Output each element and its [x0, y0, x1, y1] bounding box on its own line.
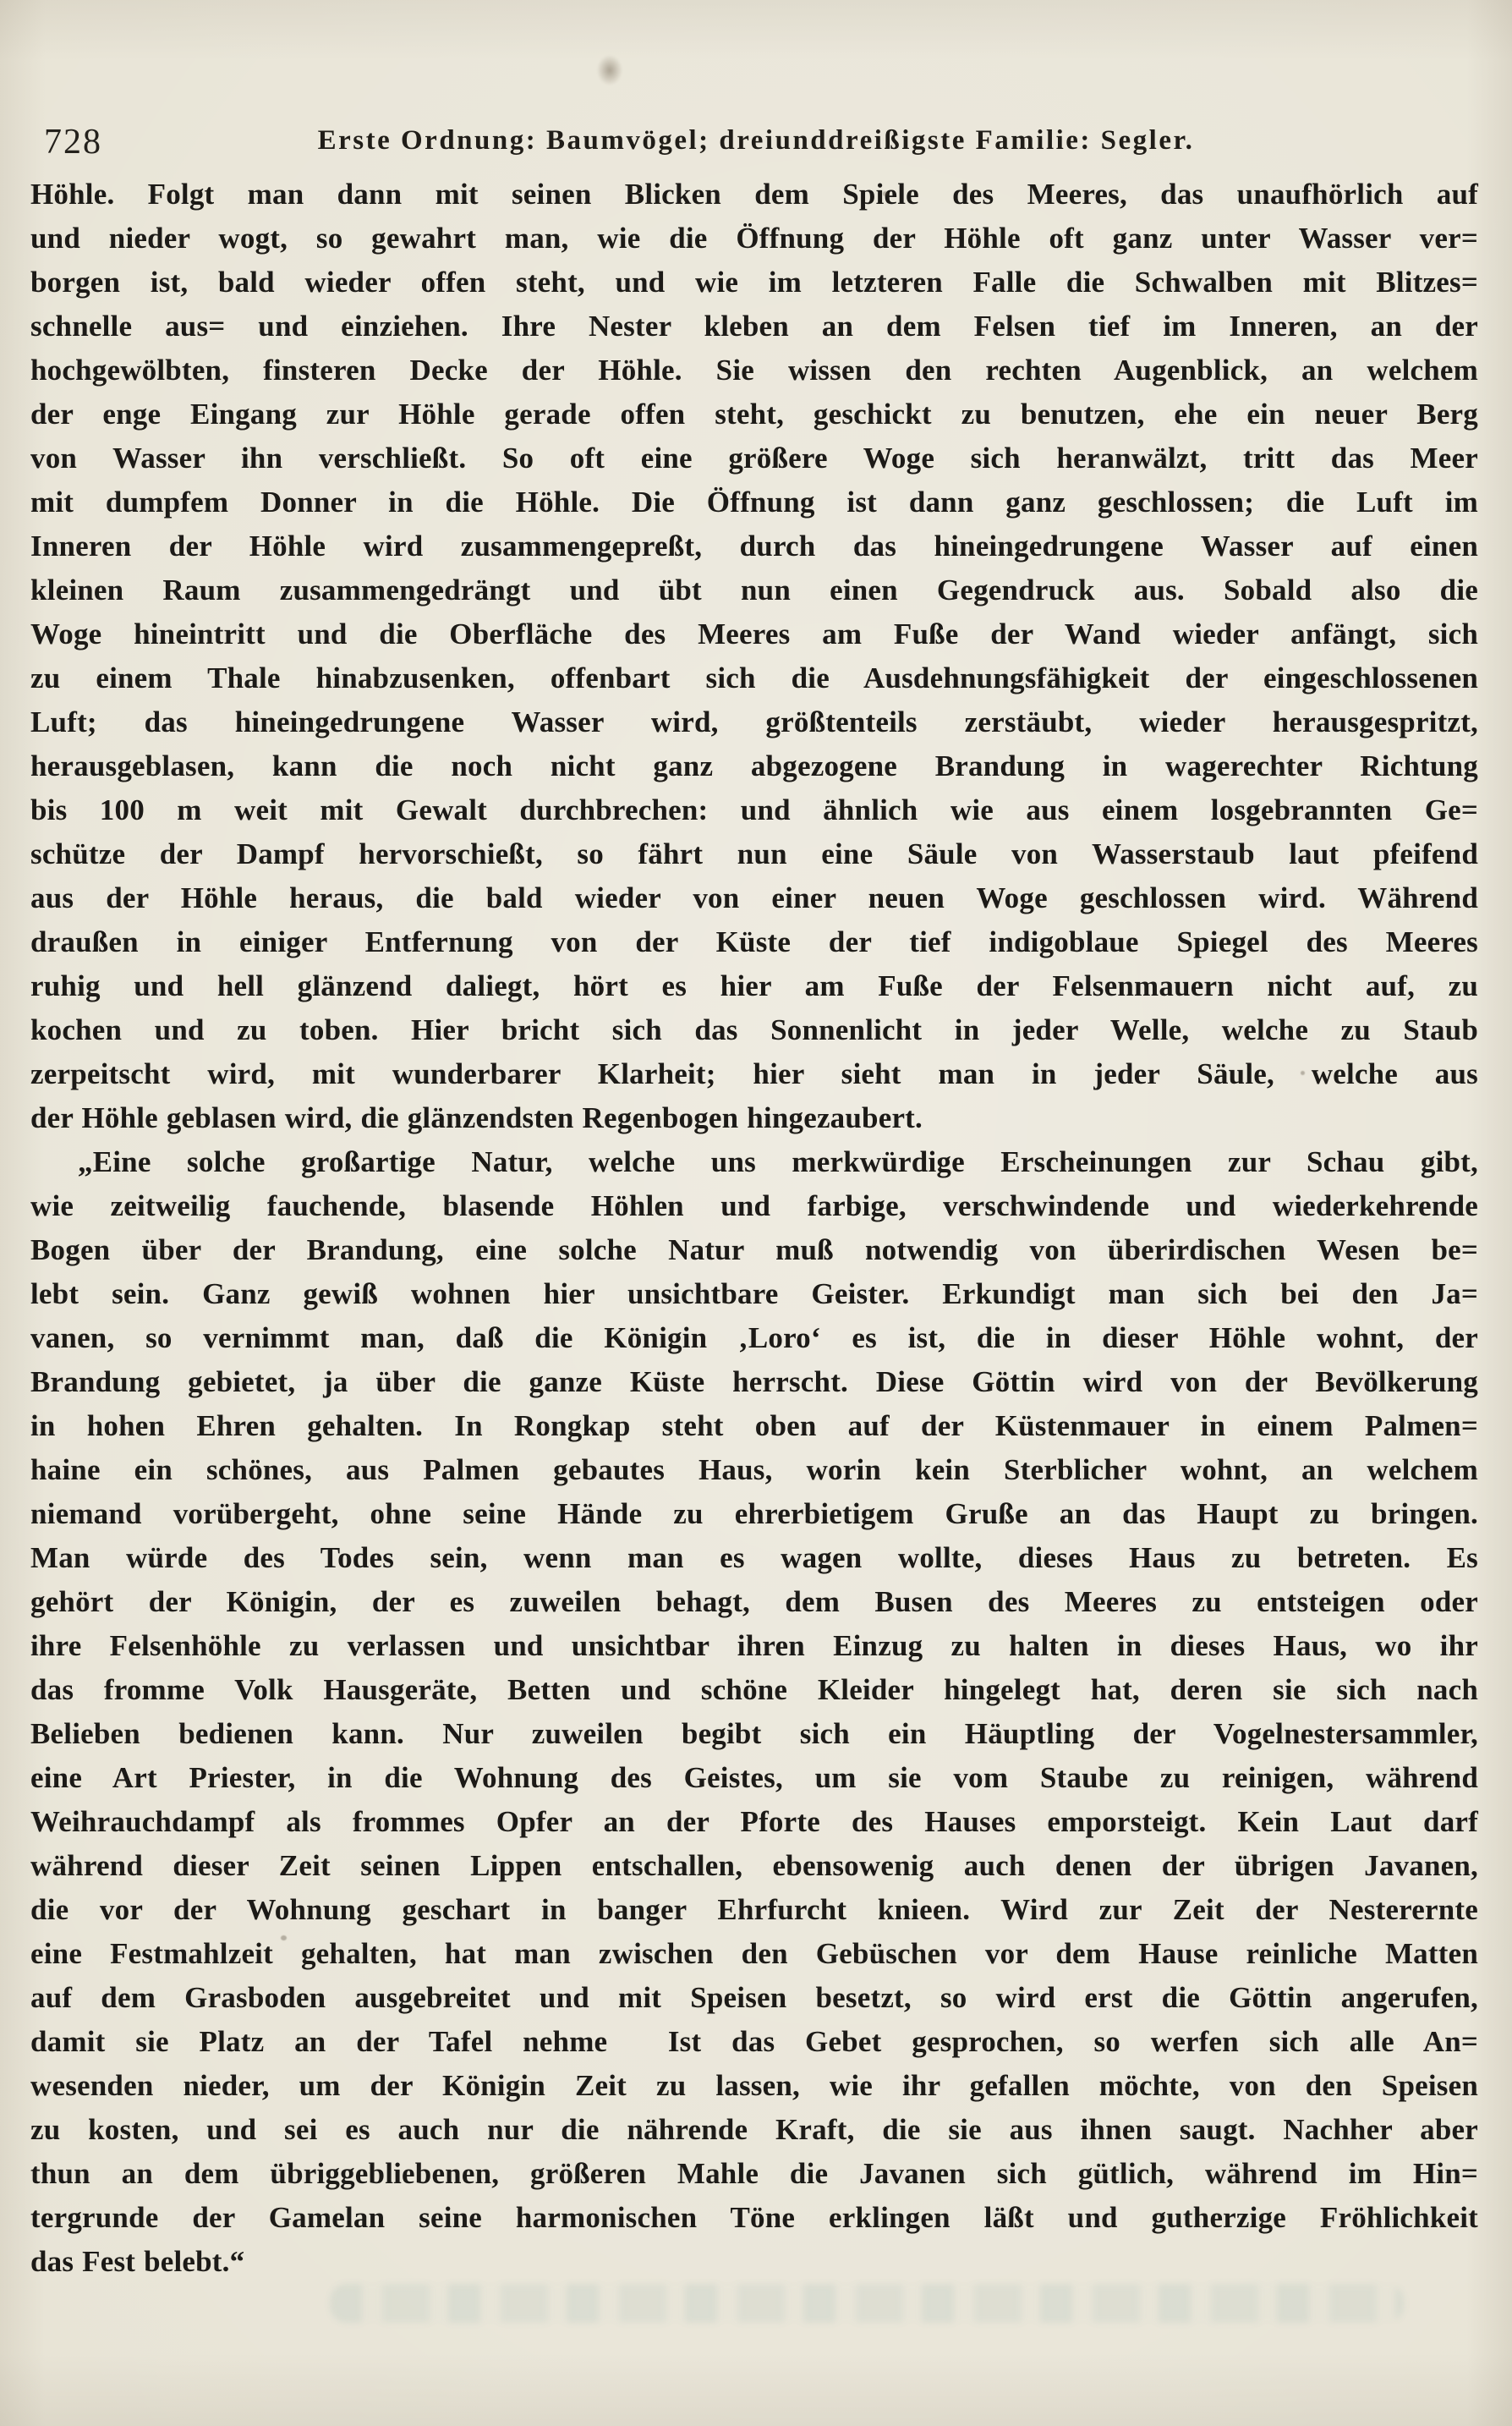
text-line: Bogen über der Brandung, eine solche Natur muß notwendig von überirdischen Wesen be= — [30, 1233, 1478, 1266]
text-line: gehört der Königin, der es zuweilen behagt, dem Busen des Meeres zu entsteigen oder — [30, 1585, 1478, 1618]
text-line: herausgeblasen, kann die noch nicht ganz abgezogene Brandung in wagerechter Richtung — [30, 749, 1478, 782]
text-line: borgen ist, bald wieder offen steht, und wie im letzteren Falle die Schwalben mit Blitzes= — [30, 266, 1478, 299]
text-line: zu kosten, und sei es auch nur die nährende Kraft, die sie aus ihnen saugt. Nachher aber — [30, 2113, 1478, 2146]
page-number: 728 — [44, 123, 102, 162]
text-line: bis 100 m weit mit Gewalt durchbrechen: und ähnlich wie aus einem losgebrannten Ge= — [30, 793, 1478, 826]
text-line: kochen und zu toben. Hier bricht sich das Sonnenlicht in jeder Welle, welche zu Staub — [30, 1013, 1478, 1046]
text-line: Woge hineintritt und die Oberfläche des Meeres am Fuße der Wand wieder anfängt, sich — [30, 617, 1478, 650]
running-head-row — [0, 117, 1512, 167]
text-line: das fromme Volk Hausgeräte, Betten und schöne Kleider hingelegt hat, deren sie sich nach — [30, 1673, 1478, 1706]
paper-speck — [1301, 1071, 1305, 1075]
text-line: in hohen Ehren gehalten. In Rongkap steht oben auf der Küstenmauer in einem Palmen= — [30, 1409, 1478, 1442]
text-line: die vor der Wohnung geschart in banger Ehrfurcht knieen. Wird zur Zeit der Nesterernte — [30, 1893, 1478, 1926]
paper-speck — [883, 191, 888, 196]
text-line: damit sie Platz an der Tafel nehme Ist das Gebet gesprochen, so werfen sich alle An= — [30, 2025, 1478, 2058]
text-line: hochgewölbten, finsteren Decke der Höhle. Sie wissen den rechten Augenblick, an welchem — [30, 354, 1478, 387]
text-line: thun an dem übriggebliebenen, größeren Mahle die Javanen sich gütlich, während im Hin= — [30, 2157, 1478, 2190]
text-line: Luft; das hineingedrungene Wasser wird, größtenteils zerstäubt, wieder herausgespritzt, — [30, 705, 1478, 738]
text-line: Weihrauchdampf als frommes Opfer an der Pforte des Hauses emporsteigt. Kein Laut darf — [30, 1805, 1478, 1838]
text-line: eine Art Priester, in die Wohnung des Geistes, um sie vom Staube zu reinigen, während — [30, 1761, 1478, 1794]
text-line: „Eine solche großartige Natur, welche uns merkwürdige Erscheinungen zur Schau gibt, — [78, 1145, 1478, 1178]
text-line: das Fest belebt.“ — [30, 2245, 245, 2278]
text-line: ruhig und hell glänzend daliegt, hört es hier am Fuße der Felsenmauern nicht auf, zu — [30, 969, 1478, 1002]
text-line: auf dem Grasboden ausgebreitet und mit Speisen besetzt, so wird erst die Göttin angerufen, — [30, 1981, 1478, 2014]
paper-speck — [281, 1935, 287, 1940]
text-line: draußen in einiger Entfernung von der Küste der tief indigoblaue Spiegel des Meeres — [30, 925, 1478, 958]
text-line: zu einem Thale hinabzusenken, offenbart sich die Ausdehnungsfähigkeit der eingeschlossenen — [30, 661, 1478, 694]
body-text — [30, 173, 1478, 2284]
bleedthrough-artifact — [330, 2284, 1404, 2323]
text-line: der Höhle geblasen wird, die glänzendsten Regenbogen hingezaubert. — [30, 1101, 923, 1134]
text-line: aus der Höhle heraus, die bald wieder von einer neuen Woge geschlossen wird. Während — [30, 881, 1478, 914]
text-line: schnelle aus= und einziehen. Ihre Nester kleben an dem Felsen tief im Inneren, an der — [30, 310, 1478, 343]
text-line: Man würde des Todes sein, wenn man es wagen wollte, dieses Haus zu betreten. Es — [30, 1541, 1478, 1574]
text-line: haine ein schönes, aus Palmen gebautes Haus, worin kein Sterblicher wohnt, an welchem — [30, 1453, 1478, 1486]
text-line: vanen, so vernimmt man, daß die Königin ‚Loro‘ es ist, die in dieser Höhle wohnt, der — [30, 1321, 1478, 1354]
text-line: Belieben bedienen kann. Nur zuweilen begibt sich ein Häuptling der Vogelnestersammler, — [30, 1717, 1478, 1750]
text-line: Höhle. Folgt man dann mit seinen Blicken dem Spiele des Meeres, das unaufhörlich auf — [30, 178, 1478, 211]
text-line: mit dumpfem Donner in die Höhle. Die Öffnung ist dann ganz geschlossen; die Luft im — [30, 486, 1478, 519]
text-line: Brandung gebietet, ja über die ganze Küste herrscht. Diese Göttin wird von der Bevölkerung — [30, 1365, 1478, 1398]
paragraph — [30, 173, 1478, 1140]
text-line: wesenden nieder, um der Königin Zeit zu lassen, wie ihr gefallen möchte, von den Speisen — [30, 2069, 1478, 2102]
text-line: von Wasser ihn verschließt. So oft eine größere Woge sich heranwälzt, tritt das Meer — [30, 442, 1478, 475]
running-header: Erste Ordnung: Baumvögel; dreiunddreißigste Familie: Segler. — [317, 125, 1195, 156]
text-line: schütze der Dampf hervorschießt, so fährt nun eine Säule von Wasserstaub laut pfeifend — [30, 837, 1478, 870]
text-line: der enge Eingang zur Höhle gerade offen steht, geschickt zu benutzen, ehe ein neuer Berg — [30, 398, 1478, 431]
text-line: während dieser Zeit seinen Lippen entschallen, ebensowenig auch denen der übrigen Javanen, — [30, 1849, 1478, 1882]
paragraph — [30, 1140, 1478, 2284]
text-line: Inneren der Höhle wird zusammengepreßt, durch das hineingedrungene Wasser auf einen — [30, 530, 1478, 563]
text-line: ihre Felsenhöhle zu verlassen und unsichtbar ihren Einzug zu halten in dieses Haus, wo ihr — [30, 1629, 1478, 1662]
text-line: niemand vorübergeht, ohne seine Hände zu ehrerbietigem Gruße an das Haupt zu bringen. — [30, 1497, 1478, 1530]
text-line: tergrunde der Gamelan seine harmonischen Töne erklingen läßt und gutherzige Fröhlichkeit — [30, 2201, 1478, 2234]
text-line: und nieder wogt, so gewahrt man, wie die Öffnung der Höhle oft ganz unter Wasser ver= — [30, 222, 1478, 255]
text-line: kleinen Raum zusammengedrängt und übt nun einen Gegendruck aus. Sobald also die — [30, 574, 1478, 606]
text-line: eine Festmahlzeit gehalten, hat man zwischen den Gebüschen vor dem Hause reinliche Matten — [30, 1937, 1478, 1970]
text-line: zerpeitscht wird, mit wunderbarer Klarheit; hier sieht man in jeder Säule, welche aus — [30, 1057, 1478, 1090]
text-line: wie zeitweilig fauchende, blasende Höhlen und farbige, verschwindende und wiederkehrende — [30, 1189, 1478, 1222]
ink-smudge — [592, 49, 627, 91]
text-line: lebt sein. Ganz gewiß wohnen hier unsichtbare Geister. Erkundigt man sich bei den Ja= — [30, 1277, 1478, 1310]
